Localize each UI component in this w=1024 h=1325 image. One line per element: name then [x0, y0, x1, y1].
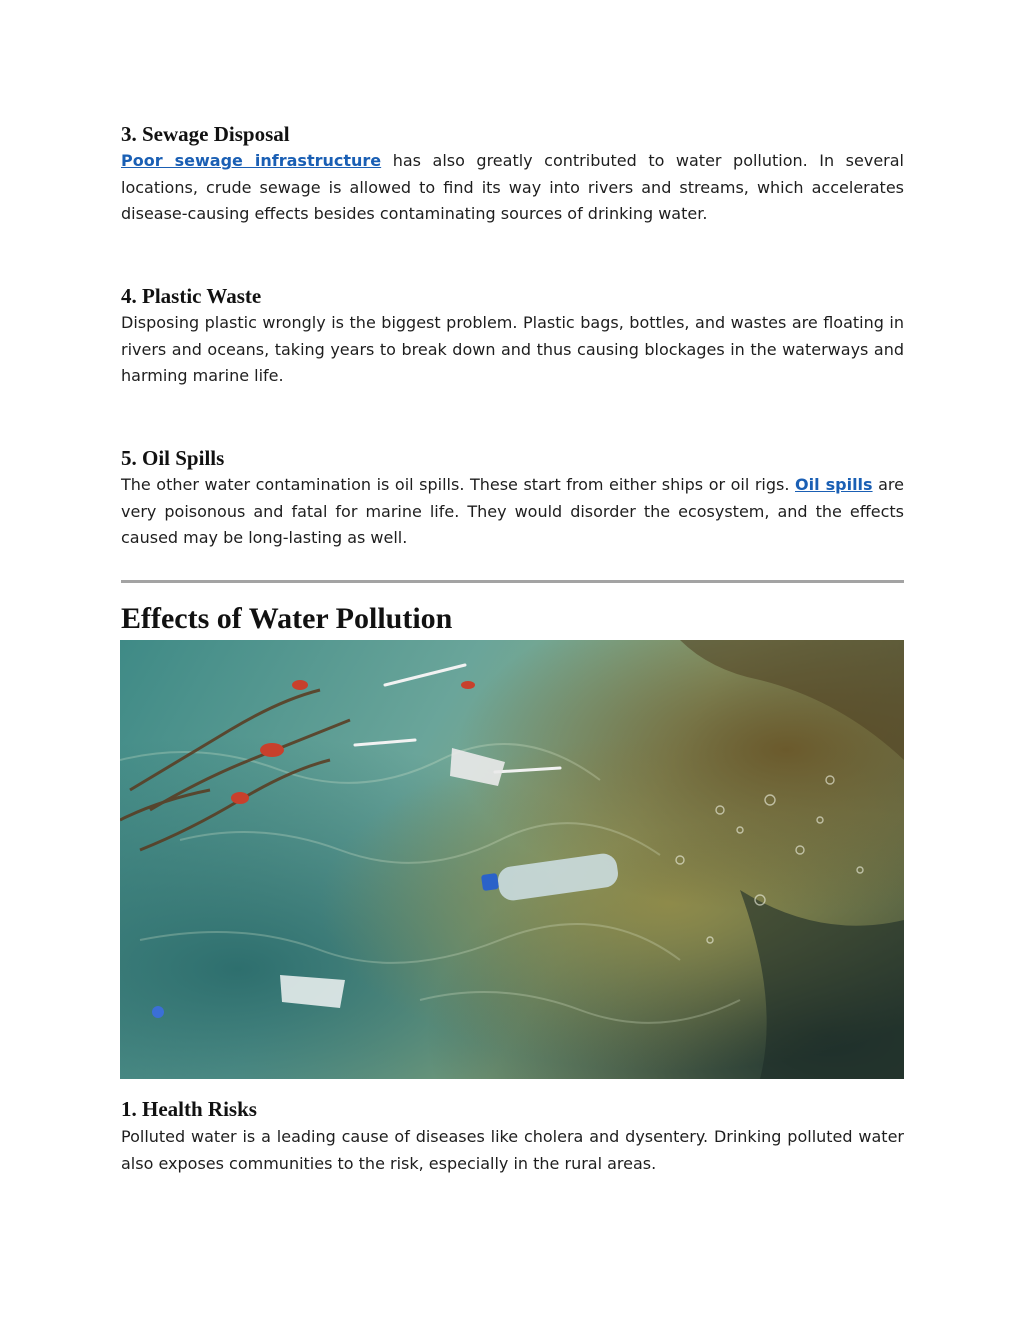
paragraph-oil-text-after: are very poisonous and fatal for marine life. They would disorder the ecosystem, and the effects caused may be long-lasting as well.: [121, 475, 904, 547]
paragraph-plastic: Disposing plastic wrongly is the biggest problem. Plastic bags, bottles, and wastes are floating in rivers and oceans, taking years to break down and thus causing blockages in the waterways and harming marine life.: [121, 313, 904, 385]
paragraph-sewage: [121, 148, 904, 228]
paragraph-oil-text-before: The other water contamination is oil spills. These start from either ships or oil rigs.: [121, 475, 795, 494]
polluted-water-illustration: [120, 640, 904, 1079]
horizontal-divider: [121, 580, 904, 583]
paragraph-health: Polluted water is a leading cause of diseases like cholera and dysentery. Drinking polluted water also exposes communities to the risk, especially in the rural areas.: [121, 1127, 904, 1173]
section-heading-sewage: 3. Sewage Disposal: [121, 122, 290, 146]
poor-sewage-infrastructure-link[interactable]: Poor sewage infrastructure: [121, 151, 382, 170]
section-heading-plastic: 4. Plastic Waste: [121, 284, 262, 308]
section-heading-health: 1. Health Risks: [121, 1097, 257, 1121]
oil-spills-link[interactable]: Oil spills: [795, 475, 873, 494]
paragraph-sewage-text: has also greatly contributed to water pollution. In several locations, crude sewage is allowed to find its way into rivers and streams, which accelerates disease-causing effects besides contaminating sources of drinking water.: [121, 151, 905, 223]
effects-heading: Effects of Water Pollution: [121, 602, 453, 635]
polluted-water-photo: [120, 640, 904, 1079]
paragraph-oil: [121, 472, 904, 552]
section-heading-oil: 5. Oil Spills: [121, 446, 225, 470]
